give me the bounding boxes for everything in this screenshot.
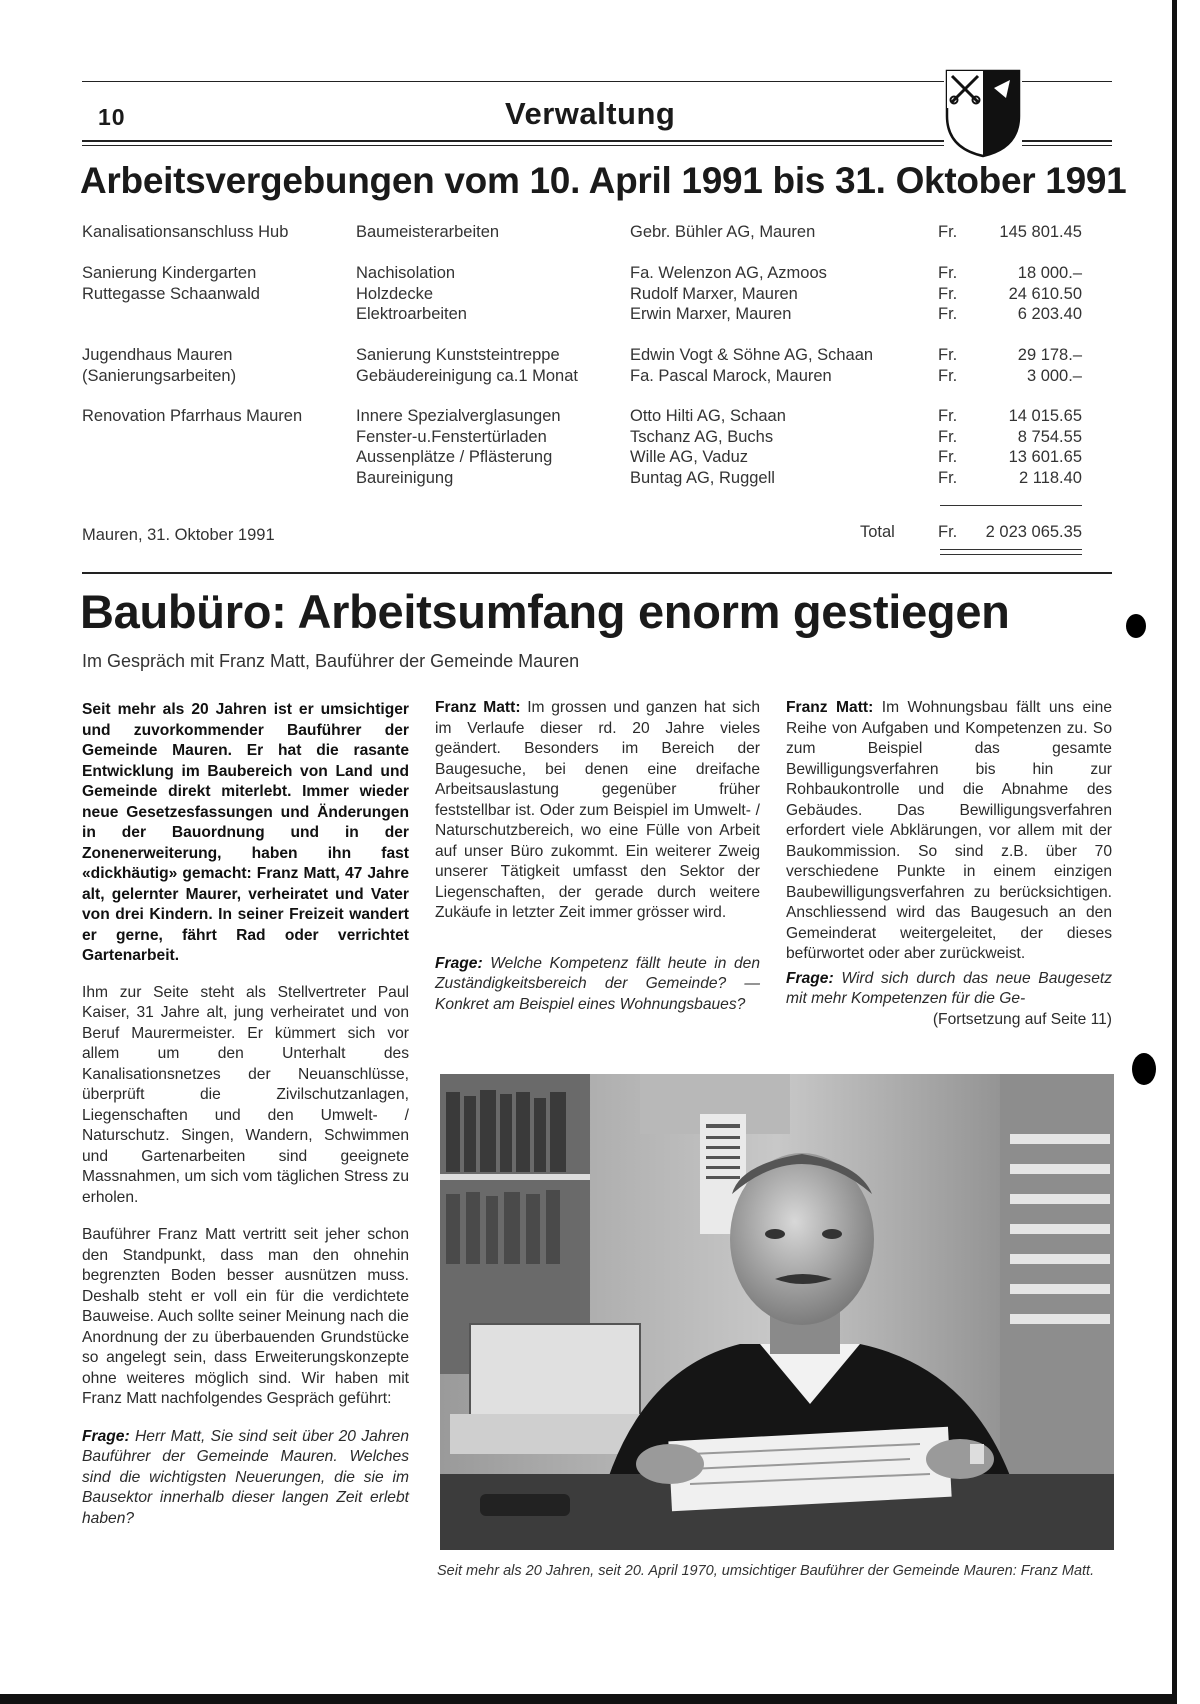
table-cell: 8 754.55 [1017,427,1082,446]
table-cell: Fa. Welenzon AG, Azmoos [630,264,827,282]
question-label: Frage: [435,954,483,972]
table-cell: Renovation Pfarrhaus Mauren [82,407,303,425]
table-cell: 29 178.– [1017,346,1082,364]
table-cell: Wille AG, Vaduz [630,448,748,466]
answer-text: Im grossen und ganzen hat sich im Verlaufe dieser rd. 20 Jahre vieles geändert. Besonders im Bereich der Baugesuche, bei denen eine dreifache Arbeitsauslastung gegenüber früher feststellbar ist. Oder zum Beispiel im Umwelt- / Naturschutzbereich, wo eine Fülle von Arbeit auf unser Büro zukommt. Ein weiterer Zweig unserer Tätigkeit umfasst den Sektor der Liegenschaften, der gerade durch weitere Zukäufe in letzter Zeit immer grösser wird. [435,699,760,921]
article-title: Baubüro: Arbeitsumfang enorm gestiegen [80,585,1010,638]
article-column-1 [82,700,409,1546]
table-cell: Fr. [938,346,958,364]
table-cell: Innere Spezialverglasungen [356,407,561,425]
total-double-rule [940,549,1082,550]
table-cell: Fr. [938,223,958,241]
section-divider [82,572,1112,574]
table-cell: (Sanierungsarbeiten) [82,366,237,385]
table-cell: Aussenplätze / Pflästerung [356,448,553,466]
page-bottom-border [0,1694,1177,1704]
interview-answer [786,698,1112,965]
interview-answer [435,698,760,924]
table-cell: Tschanz AG, Buchs [630,427,774,446]
table-cell: Fa. Pascal Marock, Mauren [630,366,832,385]
table-cell: Kanalisationsanschluss Hub [82,223,289,241]
section-title: Verwaltung [505,96,676,131]
table-cell: Baureinigung [356,468,454,487]
table-cell: Elektroarbeiten [356,305,467,323]
table-cell: Fr. [938,366,958,385]
table-cell: Fr. [938,305,958,323]
table-cell: 145 801.45 [999,223,1082,241]
table-cell: Otto Hilti AG, Schaan [630,407,786,425]
question-text: Welche Kompetenz fällt heute in den Zuständigkeitsbereich der Gemeinde? — Konkret am Beispiel eines Wohnungsbaues? [435,954,760,1013]
table-cell: Fr. [938,448,958,466]
question-label: Frage: [82,1427,130,1445]
continuation-note: (Fortsetzung auf Seite 11) [932,1010,1112,1028]
table-date: Mauren, 31. Oktober 1991 [82,526,275,544]
total-amount: 2 023 065.35 [985,523,1082,541]
table-cell: Gebäudereinigung ca.1 Monat [356,366,578,385]
table-cell: 18 000.– [1017,264,1082,282]
question-label: Frage: [786,969,834,987]
interview-question [786,969,1112,1010]
table-cell: Sanierung Kindergarten [82,264,257,282]
speaker-label: Franz Matt: [786,699,874,716]
article-subtitle: Im Gespräch mit Franz Matt, Bauführer der Gemeinde Mauren [82,651,580,671]
photo-caption: Seit mehr als 20 Jahren, seit 20. April 1970, umsichtiger Bauführer der Gemeinde Mauren: Franz Matt. [437,1563,1095,1579]
total-double-rule-lower [940,554,1082,555]
total-currency: Fr. [938,523,958,541]
page-number: 10 [98,104,126,130]
table-cell: Fr. [938,427,958,446]
interview-question [435,954,760,1016]
answer-text: Im Wohnungsbau fällt uns eine Reihe von Aufgaben und Kompetenzen zu. So zum Beispiel das gesamte Bewilligungsverfahren bis hin zur Rohbaukontrolle und die Abnahme des Gebäudes. Das Bewilligungsverfahren erfordert viele Abklärungen, vor allem mit der Baukommission. So sind z.B. über 70 verschiedene Punkte in einem einzigen Baubewilligungsverfahren zu berücksichtigen. Anschliessend wird das Baugesuch an den Gemeinderat weitergeleitet, der dieses befürwortet oder aber zurückweist. [786,699,1112,962]
table-cell: Fenster-u.Fenstertürladen [356,427,547,446]
table-cell: 24 610.50 [1008,284,1082,303]
table-cell: Sanierung Kunststeintreppe [356,346,560,364]
article-column-2 [435,698,760,1032]
table-cell: Holzdecke [356,284,434,303]
article-paragraph: Ihm zur Seite steht als Stellvertreter Paul Kaiser, 31 Jahre alt, jung verheiratet und von Beruf Maurermeister. Er kümmert sich vor allem um den Unterhalt des Kanalisationsnetzes der Neuanschlüsse, überprüft die Zivilschutzanlagen, Liegenschaften und den Umwelt- / Naturschutz. Singen, Wandern, Schwimmen und Gartenarbeiten sind geeignete Massnahmen, um sich vom täglichen Stress zu erholen. [82,983,409,1206]
table-cell: 2 118.40 [1018,468,1082,487]
table-cell: Fr. [938,284,958,303]
bullet-dot-icon [1126,614,1146,638]
table-cell: 6 203.40 [1017,305,1082,323]
coat-of-arms-icon [944,68,1022,158]
table-cell: Fr. [938,407,958,425]
bullet-dot-icon [1132,1053,1156,1085]
article-column-3 [786,698,1112,1030]
table-cell: Ruttegasse Schaanwald [82,284,260,303]
table-cell: Fr. [938,468,958,487]
question-text: Wird sich durch das neue Baugesetz mit mehr Kompetenzen für die Ge- [786,969,1112,1007]
article-paragraph: Bauführer Franz Matt vertritt seit jeher schon den Standpunkt, dass man den ohnehin begrenzten Boden besser ausnützen muss. Deshalb steht er voll ein für die verdichtete Bauweise. Auch sollte seiner Meinung nach die Anordnung der zu überbauenden Grundstücke so angelegt sein, dass Erweiterungskonzepte ohne weiteres möglich sind. Wir haben mit Franz Matt nachfolgendes Gespräch geführt: [82,1226,409,1407]
table-cell: Gebr. Bühler AG, Mauren [630,223,816,241]
table-cell: Fr. [938,264,958,282]
table-cell: Buntag AG, Ruggell [630,468,775,487]
table-cell: Erwin Marxer, Mauren [630,305,792,323]
table-cell: 3 000.– [1026,366,1082,385]
main-title: Arbeitsvergebungen vom 10. April 1991 bis 31. Oktober 1991 [80,160,1127,201]
question-text: Herr Matt, Sie sind seit über 20 Jahren Bauführer der Gemeinde Mauren. Welches sind die wichtigsten Neuerungen, die sie im Bausektor innerhalb dieser langen Zeit erlebt haben? [82,1427,409,1527]
total-label: Total [860,523,895,541]
table-cell: 13 601.65 [1008,448,1082,466]
speaker-label: Franz Matt: [435,699,521,716]
portrait-photo [440,1074,1114,1550]
article-lead: Seit mehr als 20 Jahren ist er umsichtiger und zuvorkommender Bauführer der Gemeinde Mauren. Er hat die rasante Entwicklung im Baubereich von Land und Gemeinde direkt miterlebt. Immer wieder neue Gesetzesfassungen und Änderungen in der Bauordnung und in der Zonenerweiterung, haben ihn fast «dickhäutig» gemacht: Franz Matt, 47 Jahre alt, gelernter Maurer, verheiratet und Vater von drei Kindern. In seiner Freizeit wandert er gerne, fährt Rad oder verrichtet Gartenarbeit. [82,701,409,964]
table-cell: Nachisolation [356,264,456,282]
interview-question [82,1427,409,1530]
table-cell: Rudolf Marxer, Mauren [630,284,798,303]
table-cell: 14 015.65 [1008,407,1082,425]
table-cell: Jugendhaus Mauren [82,346,233,364]
total-rule [940,505,1082,506]
table-cell: Baumeisterarbeiten [356,223,500,241]
table-cell: Edwin Vogt & Söhne AG, Schaan [630,346,874,364]
